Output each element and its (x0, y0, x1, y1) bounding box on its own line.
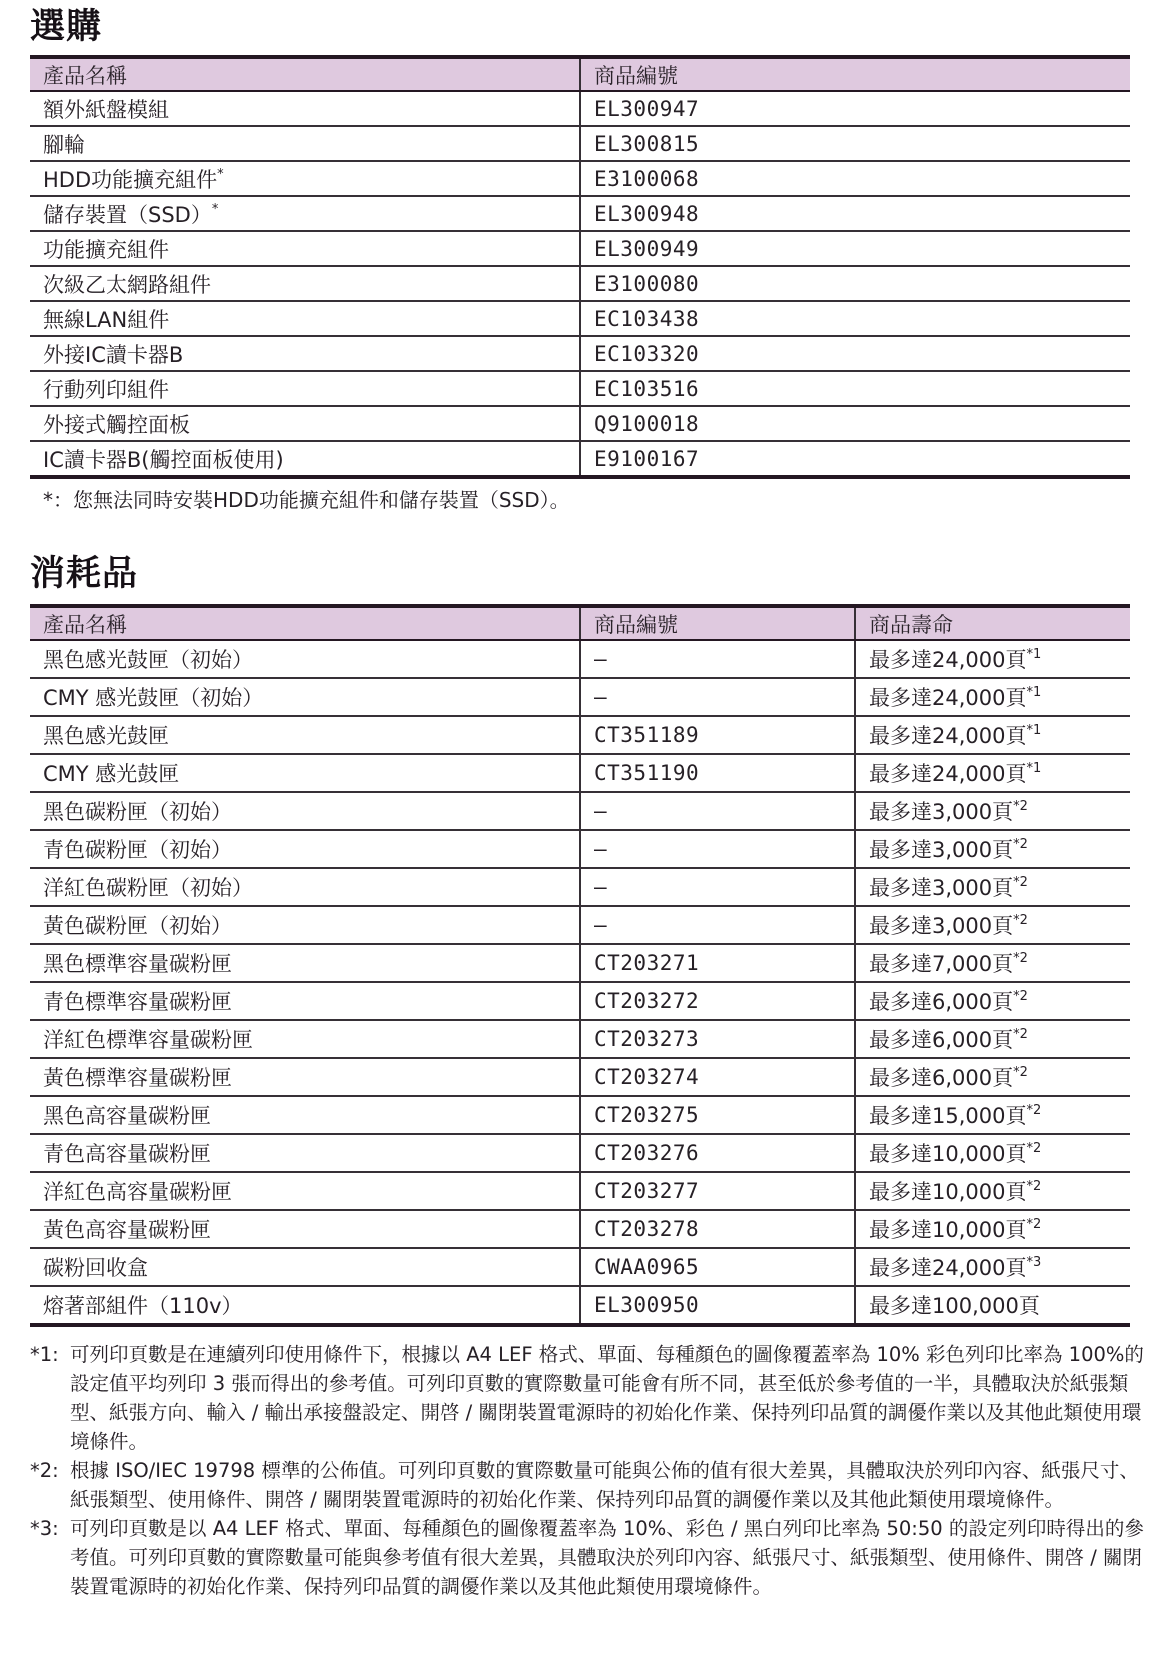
product-code-cell: CT203272 (580, 982, 855, 1020)
product-name-cell: 黑色高容量碳粉匣 (30, 1096, 580, 1134)
product-life-cell: 最多達6,000頁$^{*2}$ (855, 1020, 1130, 1058)
footnote-reference: *2 (1013, 1065, 1028, 1080)
product-code-cell: EC103320 (580, 336, 1130, 371)
product-code-cell: CT203275 (580, 1096, 855, 1134)
product-life-cell: 最多達3,000頁$^{*2}$ (855, 868, 1130, 906)
footnote-reference: * (211, 201, 219, 217)
product-code-cell: – (580, 792, 855, 830)
product-name-cell: 行動列印組件 (30, 371, 580, 406)
footnote-reference: *1 (1026, 761, 1042, 776)
product-code-cell: EL300815 (580, 126, 1130, 161)
product-code-cell: EC103438 (580, 301, 1130, 336)
product-name-cell: 熔著部組件（110v） (30, 1286, 580, 1325)
product-code-cell: E3100080 (580, 266, 1130, 301)
table-header-row (30, 57, 1130, 91)
footnote-reference: *2 (1013, 837, 1028, 852)
table-row (30, 678, 1130, 716)
product-life-cell: 最多達24,000頁$^{*1}$ (855, 716, 1130, 754)
product-name-cell: 無線LAN組件 (30, 301, 580, 336)
table-row (30, 982, 1130, 1020)
product-name-cell: 外接式觸控面板 (30, 406, 580, 441)
product-name-cell: 腳輪 (30, 126, 580, 161)
product-code-cell: EL300948 (580, 196, 1130, 231)
footnote-1 (30, 1340, 1146, 1456)
product-name-cell: 外接IC讀卡器B (30, 336, 580, 371)
product-code-cell: – (580, 678, 855, 716)
table-row (30, 161, 1130, 196)
product-life-cell: 最多達3,000頁$^{*2}$ (855, 792, 1130, 830)
table-row (30, 944, 1130, 982)
footnote-reference: *2 (1026, 1217, 1042, 1232)
footnote-reference: *1 (1026, 723, 1042, 738)
consumables-table (30, 604, 1130, 1327)
footnote-reference: *2 (1013, 875, 1028, 890)
footnote-text: 可列印頁數是在連續列印使用條件下，根據以 A4 LEF 格式、單面、每種顏色的圖像覆蓋率為 10% 彩色列印比率為 100%的設定值平均列印 3 張而得出的參考值。可列印頁數的實際數量可能會有所不同，甚至低於參考值的一半，具體取決於紙張類型、紙張方向、輸入 / 輸出承接盤設定、開啓 / 關閉裝置電源時的初始化作業、保持列印品質的調優作業以及其他此類使用環境條件。 (70, 1343, 1144, 1453)
table-row (30, 196, 1130, 231)
product-life-cell: 最多達3,000頁$^{*2}$ (855, 906, 1130, 944)
footnote-reference: *3 (1026, 1255, 1042, 1270)
table-row (30, 406, 1130, 441)
product-name-cell: 黃色標準容量碳粉匣 (30, 1058, 580, 1096)
product-name-cell: 黃色碳粉匣（初始） (30, 906, 580, 944)
optional-section-title: 選購 (30, 7, 103, 47)
table-row (30, 1172, 1130, 1210)
footnotes-block (30, 1340, 1146, 1601)
footnote-text: 根據 ISO/IEC 19798 標準的公佈值。可列印頁數的實際數量可能與公佈的值有很大差異，具體取決於列印內容、紙張尺寸、紙張類型、使用條件、開啓 / 關閉裝置電源時的初始化作業、保持列印品質的調優作業以及其他此類使用環境條件。 (70, 1459, 1139, 1511)
table-row (30, 336, 1130, 371)
footnote-reference: *2 (1013, 951, 1028, 966)
product-life-cell: 最多達24,000頁$^{*1}$ (855, 640, 1130, 678)
product-code-cell: CT203273 (580, 1020, 855, 1058)
footnote-marker: *3: (30, 1517, 59, 1540)
table-row (30, 91, 1130, 126)
product-life-cell: 最多達24,000頁$^{*1}$ (855, 678, 1130, 716)
table-row (30, 640, 1130, 678)
product-code-cell: CT203276 (580, 1134, 855, 1172)
product-name-cell: CMY 感光鼓匣 (30, 754, 580, 792)
product-code-cell: CWAA0965 (580, 1248, 855, 1286)
product-name-cell: 黑色感光鼓匣（初始） (30, 640, 580, 678)
product-name-cell: 洋紅色碳粉匣（初始） (30, 868, 580, 906)
footnote-reference: *2 (1026, 1103, 1042, 1118)
product-code-cell: – (580, 906, 855, 944)
footnote-text: 可列印頁數是以 A4 LEF 格式、單面、每種顏色的圖像覆蓋率為 10%、彩色 / 黑白列印比率為 50:50 的設定列印時得出的參考值。可列印頁數的實際數量可能與參考值有很大差異，具體取決於列印內容、紙張尺寸、紙張類型、使用條件、開啓 / 關閉裝置電源時的初始化作業、保持列印品質的調優作業以及其他此類使用環境條件。 (70, 1517, 1144, 1598)
product-code-cell: Q9100018 (580, 406, 1130, 441)
product-name-cell: 青色標準容量碳粉匣 (30, 982, 580, 1020)
product-code-cell: CT203271 (580, 944, 855, 982)
product-life-cell: 最多達7,000頁$^{*2}$ (855, 944, 1130, 982)
table-row (30, 231, 1130, 266)
product-life-cell: 最多達3,000頁$^{*2}$ (855, 830, 1130, 868)
product-code-cell: EL300950 (580, 1286, 855, 1325)
footnote-reference: *2 (1013, 913, 1028, 928)
product-code-cell: CT203274 (580, 1058, 855, 1096)
table-row (30, 371, 1130, 406)
product-name-cell: HDD功能擴充組件* (30, 161, 580, 196)
product-name-cell: 黑色碳粉匣（初始） (30, 792, 580, 830)
table-row (30, 1248, 1130, 1286)
product-name-cell: 黃色高容量碳粉匣 (30, 1210, 580, 1248)
column-header: 商品編號 (580, 57, 1130, 91)
footnote-reference: *2 (1013, 1027, 1028, 1042)
table-row (30, 906, 1130, 944)
table-row (30, 266, 1130, 301)
product-code-cell: E9100167 (580, 441, 1130, 477)
consumables-section-title: 消耗品 (30, 554, 139, 594)
optional-items-table (30, 55, 1130, 479)
product-code-cell: EL300949 (580, 231, 1130, 266)
table-row (30, 792, 1130, 830)
table-row (30, 301, 1130, 336)
product-code-cell: – (580, 640, 855, 678)
footnote-reference: *2 (1026, 1179, 1042, 1194)
table-row (30, 441, 1130, 477)
product-life-cell: 最多達10,000頁$^{*2}$ (855, 1172, 1130, 1210)
table-row (30, 1134, 1130, 1172)
footnote-2 (30, 1456, 1146, 1514)
product-life-cell: 最多達15,000頁$^{*2}$ (855, 1096, 1130, 1134)
table-header-row (30, 606, 1130, 640)
footnote-marker: *2: (30, 1459, 59, 1482)
table-row (30, 754, 1130, 792)
column-header: 產品名稱 (30, 57, 580, 91)
product-code-cell: CT203278 (580, 1210, 855, 1248)
table-row (30, 868, 1130, 906)
table-row (30, 1020, 1130, 1058)
product-code-cell: EC103516 (580, 371, 1130, 406)
product-life-cell: 最多達6,000頁$^{*2}$ (855, 1058, 1130, 1096)
product-code-cell: E3100068 (580, 161, 1130, 196)
product-code-cell: CT351189 (580, 716, 855, 754)
product-life-cell: 最多達10,000頁$^{*2}$ (855, 1134, 1130, 1172)
footnote-reference: * (217, 166, 224, 182)
product-code-cell: – (580, 830, 855, 868)
table-row (30, 126, 1130, 161)
table-row (30, 1096, 1130, 1134)
product-name-cell: 黑色標準容量碳粉匣 (30, 944, 580, 982)
footnote-reference: *1 (1026, 685, 1042, 700)
product-name-cell: 洋紅色標準容量碳粉匣 (30, 1020, 580, 1058)
footnote-reference: *2 (1013, 989, 1028, 1004)
product-life-cell: 最多達24,000頁$^{*3}$ (855, 1248, 1130, 1286)
product-name-cell: 碳粉回收盒 (30, 1248, 580, 1286)
column-header: 產品名稱 (30, 606, 580, 640)
footnote-marker: *1: (30, 1343, 59, 1366)
product-name-cell: 青色高容量碳粉匣 (30, 1134, 580, 1172)
product-code-cell: CT203277 (580, 1172, 855, 1210)
product-name-cell: 黑色感光鼓匣 (30, 716, 580, 754)
footnote-3 (30, 1514, 1146, 1601)
product-name-cell: 次級乙太網路組件 (30, 266, 580, 301)
product-name-cell: 洋紅色高容量碳粉匣 (30, 1172, 580, 1210)
product-name-cell: 儲存裝置（SSD）* (30, 196, 580, 231)
product-life-cell: 最多達100,000頁 (855, 1286, 1130, 1325)
product-life-cell: 最多達10,000頁$^{*2}$ (855, 1210, 1130, 1248)
column-header: 商品編號 (580, 606, 855, 640)
table-row (30, 716, 1130, 754)
optional-table-footnote: *：您無法同時安裝HDD功能擴充組件和儲存裝置（SSD）。 (43, 488, 570, 512)
table-row (30, 1058, 1130, 1096)
product-code-cell: EL300947 (580, 91, 1130, 126)
product-life-cell: 最多達6,000頁$^{*2}$ (855, 982, 1130, 1020)
product-code-cell: CT351190 (580, 754, 855, 792)
table-row (30, 830, 1130, 868)
table-row (30, 1286, 1130, 1325)
product-name-cell: CMY 感光鼓匣（初始） (30, 678, 580, 716)
table-row (30, 1210, 1130, 1248)
product-name-cell: 額外紙盤模組 (30, 91, 580, 126)
product-life-cell: 最多達24,000頁$^{*1}$ (855, 754, 1130, 792)
product-name-cell: 青色碳粉匣（初始） (30, 830, 580, 868)
column-header: 商品壽命 (855, 606, 1130, 640)
footnote-reference: *2 (1013, 799, 1028, 814)
footnote-reference: *2 (1026, 1141, 1042, 1156)
product-name-cell: IC讀卡器B(觸控面板使用) (30, 441, 580, 477)
product-code-cell: – (580, 868, 855, 906)
footnote-reference: *1 (1026, 647, 1042, 662)
product-name-cell: 功能擴充組件 (30, 231, 580, 266)
